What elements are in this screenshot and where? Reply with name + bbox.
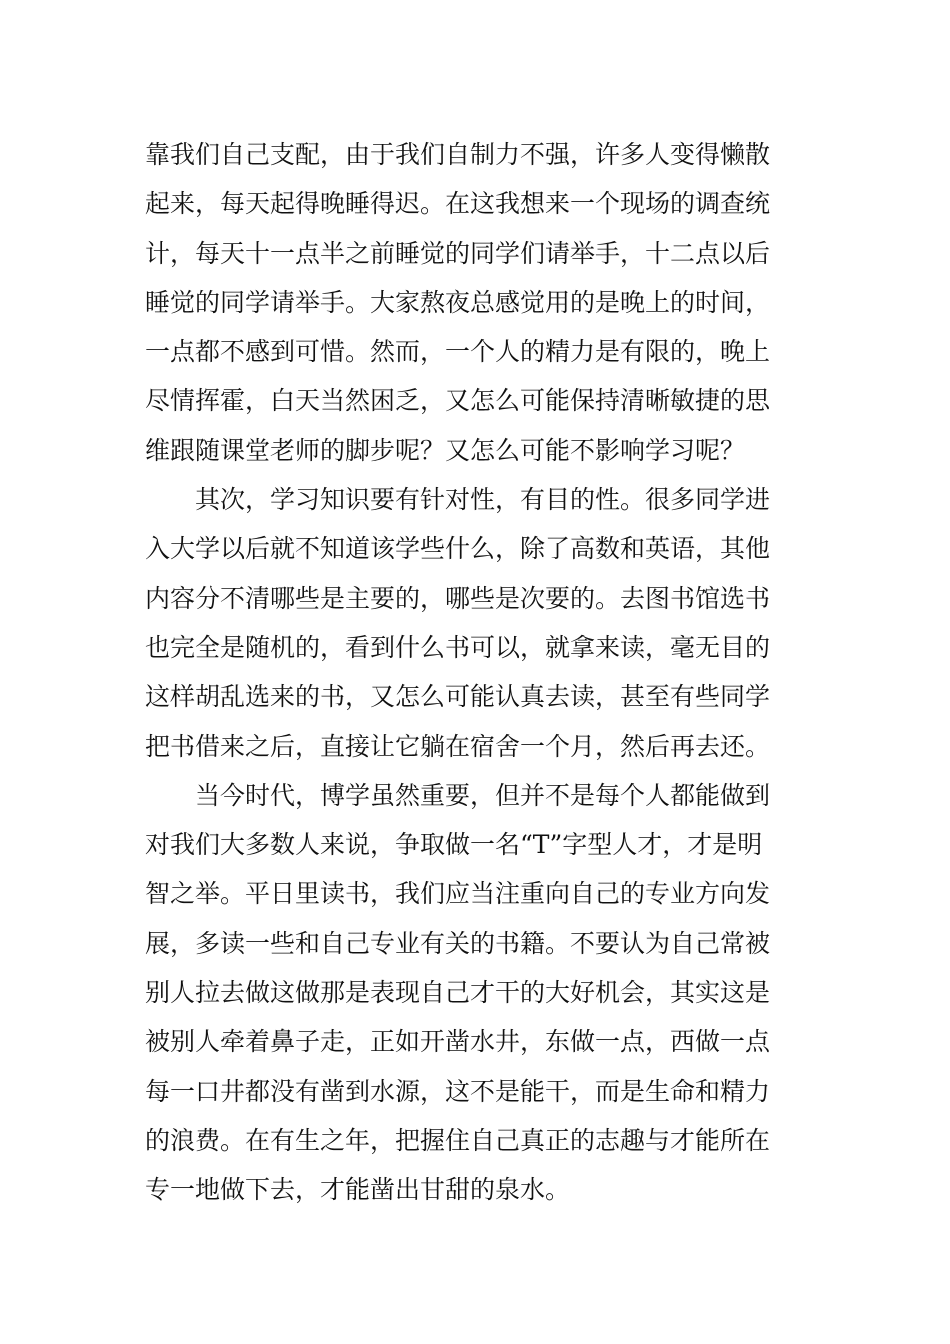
text-line: 被别人牵着鼻子走，正如开凿水井，东做一点，西做一点	[145, 1027, 771, 1057]
text-line: 别人拉去做这做那是表现自己才干的大好机会，其实这是	[145, 978, 771, 1008]
text-line: 内容分不清哪些是主要的，哪些是次要的。去图书馆选书	[145, 583, 771, 613]
text-line: 智之举。平日里读书，我们应当注重向自己的专业方向发	[145, 879, 771, 909]
body-text	[145, 130, 810, 1215]
paragraph-first-line: 当今时代，博学虽然重要，但并不是每个人都能做到	[195, 780, 771, 810]
text-line: 也完全是随机的，看到什么书可以，就拿来读，毫无目的	[145, 632, 771, 662]
text-line: 每一口井都没有凿到水源，这不是能干，而是生命和精力	[145, 1076, 771, 1106]
text-line: 入大学以后就不知道该学些什么，除了高数和英语，其他	[145, 534, 771, 564]
text-line: 的浪费。在有生之年，把握住自己真正的志趣与才能所在	[145, 1125, 771, 1155]
text-line: 起来，每天起得晚睡得迟。在这我想来一个现场的调查统	[145, 189, 771, 219]
text-line: 专一地做下去，才能凿出甘甜的泉水。	[145, 1175, 571, 1205]
paragraph-first-line: 其次，学习知识要有针对性，有目的性。很多同学进	[195, 485, 771, 515]
text-line: 尽情挥霍，白天当然困乏，又怎么可能保持清晰敏捷的思	[145, 386, 771, 416]
text-line: 这样胡乱选来的书，又怎么可能认真去读，甚至有些同学	[145, 682, 771, 712]
text-line: 展，多读一些和自己专业有关的书籍。不要认为自己常被	[145, 928, 771, 958]
text-line: 靠我们自己支配，由于我们自制力不强，许多人变得懒散	[145, 140, 771, 169]
text-line: 一点都不感到可惜。然而，一个人的精力是有限的，晚上	[145, 337, 771, 367]
text-line: 把书借来之后，直接让它躺在宿舍一个月，然后再去还。	[145, 731, 771, 761]
text-line: 睡觉的同学请举手。大家熬夜总感觉用的是晚上的时间，	[145, 287, 771, 317]
text-line: 对我们大多数人来说，争取做一名“T”字型人才，才是明	[145, 830, 763, 860]
text-line: 维跟随课堂老师的脚步呢？又怎么可能不影响学习呢？	[145, 435, 746, 465]
text-line: 计，每天十一点半之前睡觉的同学们请举手，十二点以后	[145, 238, 771, 268]
